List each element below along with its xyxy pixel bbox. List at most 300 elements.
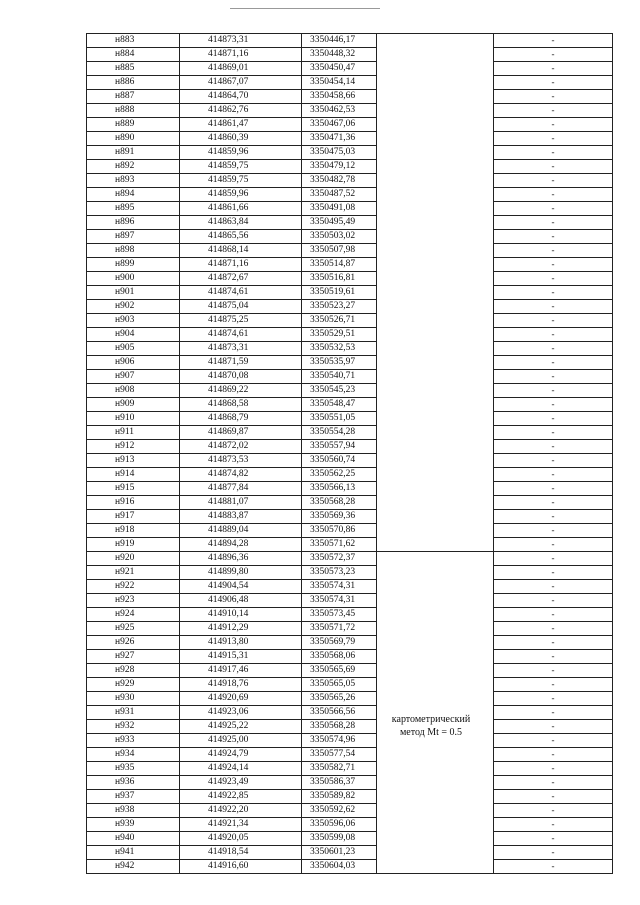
y-coordinate: 3350560,74 — [302, 454, 377, 468]
x-coordinate: 414869,22 — [180, 384, 302, 398]
y-coordinate: 3350495,49 — [302, 216, 377, 230]
table-row — [87, 314, 613, 328]
y-coordinate: 3350467,06 — [302, 118, 377, 132]
method-cell — [377, 860, 494, 874]
accuracy-cell: - — [494, 412, 613, 426]
y-coordinate: 3350574,31 — [302, 580, 377, 594]
method-cell — [377, 118, 494, 132]
method-cell — [377, 62, 494, 76]
y-coordinate: 3350479,12 — [302, 160, 377, 174]
method-cell — [377, 468, 494, 482]
method-cell — [377, 636, 494, 650]
table-row — [87, 692, 613, 706]
y-coordinate: 3350566,13 — [302, 482, 377, 496]
x-coordinate: 414862,76 — [180, 104, 302, 118]
method-cell — [377, 398, 494, 412]
point-id: н914 — [87, 468, 180, 482]
point-id: н937 — [87, 790, 180, 804]
x-coordinate: 414859,96 — [180, 146, 302, 160]
point-id: н915 — [87, 482, 180, 496]
method-cell — [377, 566, 494, 580]
point-id: н912 — [87, 440, 180, 454]
table-row — [87, 720, 613, 734]
point-id: н934 — [87, 748, 180, 762]
point-id: н921 — [87, 566, 180, 580]
table-row — [87, 146, 613, 160]
point-id: н918 — [87, 524, 180, 538]
point-id: н920 — [87, 552, 180, 566]
method-cell — [377, 832, 494, 846]
method-cell — [377, 846, 494, 860]
accuracy-cell: - — [494, 608, 613, 622]
x-coordinate: 414863,84 — [180, 216, 302, 230]
x-coordinate: 414924,14 — [180, 762, 302, 776]
accuracy-cell: - — [494, 398, 613, 412]
x-coordinate: 414859,96 — [180, 188, 302, 202]
table-row — [87, 594, 613, 608]
table-row — [87, 328, 613, 342]
y-coordinate: 3350519,61 — [302, 286, 377, 300]
y-coordinate: 3350568,28 — [302, 496, 377, 510]
table-row — [87, 412, 613, 426]
point-id: н927 — [87, 650, 180, 664]
point-id: н936 — [87, 776, 180, 790]
point-id: н930 — [87, 692, 180, 706]
method-cell — [377, 104, 494, 118]
point-id: н903 — [87, 314, 180, 328]
y-coordinate: 3350565,05 — [302, 678, 377, 692]
y-coordinate: 3350471,36 — [302, 132, 377, 146]
x-coordinate: 414921,34 — [180, 818, 302, 832]
x-coordinate: 414916,60 — [180, 860, 302, 874]
table-row — [87, 356, 613, 370]
method-cell — [377, 650, 494, 664]
point-id: н933 — [87, 734, 180, 748]
table-row — [87, 608, 613, 622]
point-id: н886 — [87, 76, 180, 90]
accuracy-cell: - — [494, 342, 613, 356]
table-row — [87, 286, 613, 300]
table-row — [87, 748, 613, 762]
table-row — [87, 846, 613, 860]
table-row — [87, 216, 613, 230]
x-coordinate: 414860,39 — [180, 132, 302, 146]
accuracy-cell: - — [494, 692, 613, 706]
point-id: н926 — [87, 636, 180, 650]
accuracy-cell: - — [494, 594, 613, 608]
accuracy-cell: - — [494, 580, 613, 594]
coordinates-table-body — [87, 34, 613, 874]
table-row — [87, 860, 613, 874]
y-coordinate: 3350565,69 — [302, 664, 377, 678]
x-coordinate: 414875,04 — [180, 300, 302, 314]
point-id: н891 — [87, 146, 180, 160]
x-coordinate: 414883,87 — [180, 510, 302, 524]
accuracy-cell: - — [494, 272, 613, 286]
x-coordinate: 414923,49 — [180, 776, 302, 790]
accuracy-cell: - — [494, 454, 613, 468]
point-id: н896 — [87, 216, 180, 230]
accuracy-cell: - — [494, 356, 613, 370]
point-id: н905 — [87, 342, 180, 356]
method-cell — [377, 160, 494, 174]
point-id: н899 — [87, 258, 180, 272]
accuracy-cell: - — [494, 300, 613, 314]
point-id: н913 — [87, 454, 180, 468]
point-id: н883 — [87, 34, 180, 48]
accuracy-cell: - — [494, 384, 613, 398]
method-cell — [377, 664, 494, 678]
x-coordinate: 414871,16 — [180, 48, 302, 62]
point-id: н923 — [87, 594, 180, 608]
accuracy-cell: - — [494, 510, 613, 524]
accuracy-cell: - — [494, 314, 613, 328]
method-cell — [377, 818, 494, 832]
y-coordinate: 3350577,54 — [302, 748, 377, 762]
accuracy-cell: - — [494, 720, 613, 734]
accuracy-cell: - — [494, 90, 613, 104]
method-cell — [377, 356, 494, 370]
table-row — [87, 132, 613, 146]
y-coordinate: 3350582,71 — [302, 762, 377, 776]
table-row — [87, 160, 613, 174]
table-row — [87, 230, 613, 244]
x-coordinate: 414864,70 — [180, 90, 302, 104]
method-cell — [377, 594, 494, 608]
accuracy-cell: - — [494, 636, 613, 650]
method-cell — [377, 370, 494, 384]
x-coordinate: 414859,75 — [180, 174, 302, 188]
point-id: н941 — [87, 846, 180, 860]
x-coordinate: 414869,87 — [180, 426, 302, 440]
method-cell — [377, 258, 494, 272]
point-id: н888 — [87, 104, 180, 118]
x-coordinate: 414881,07 — [180, 496, 302, 510]
coordinates-table — [86, 33, 613, 874]
y-coordinate: 3350569,36 — [302, 510, 377, 524]
point-id: н889 — [87, 118, 180, 132]
x-coordinate: 414871,59 — [180, 356, 302, 370]
method-cell — [377, 230, 494, 244]
method-cell — [377, 300, 494, 314]
point-id: н909 — [87, 398, 180, 412]
accuracy-cell: - — [494, 538, 613, 552]
x-coordinate: 414873,31 — [180, 342, 302, 356]
x-coordinate: 414867,07 — [180, 76, 302, 90]
table-row — [87, 622, 613, 636]
method-note — [373, 713, 489, 739]
y-coordinate: 3350448,32 — [302, 48, 377, 62]
method-cell — [377, 174, 494, 188]
table-row — [87, 636, 613, 650]
table-row — [87, 426, 613, 440]
point-id: н919 — [87, 538, 180, 552]
y-coordinate: 3350462,53 — [302, 104, 377, 118]
point-id: н895 — [87, 202, 180, 216]
table-row — [87, 566, 613, 580]
method-line-1: картометрический — [391, 714, 471, 725]
x-coordinate: 414865,56 — [180, 230, 302, 244]
table-row — [87, 34, 613, 48]
y-coordinate: 3350573,23 — [302, 566, 377, 580]
method-cell — [377, 188, 494, 202]
method-cell — [377, 286, 494, 300]
point-id: н885 — [87, 62, 180, 76]
accuracy-cell: - — [494, 776, 613, 790]
table-row — [87, 104, 613, 118]
method-cell — [377, 412, 494, 426]
point-id: н929 — [87, 678, 180, 692]
table-row — [87, 76, 613, 90]
table-row — [87, 202, 613, 216]
table-row — [87, 762, 613, 776]
accuracy-cell: - — [494, 370, 613, 384]
x-coordinate: 414874,82 — [180, 468, 302, 482]
x-coordinate: 414920,05 — [180, 832, 302, 846]
point-id: н893 — [87, 174, 180, 188]
table-row — [87, 776, 613, 790]
accuracy-cell: - — [494, 230, 613, 244]
table-row — [87, 524, 613, 538]
x-coordinate: 414925,00 — [180, 734, 302, 748]
table-row — [87, 90, 613, 104]
accuracy-cell: - — [494, 118, 613, 132]
accuracy-cell: - — [494, 748, 613, 762]
point-id: н925 — [87, 622, 180, 636]
point-id: н908 — [87, 384, 180, 398]
x-coordinate: 414861,47 — [180, 118, 302, 132]
x-coordinate: 414922,85 — [180, 790, 302, 804]
accuracy-cell: - — [494, 622, 613, 636]
x-coordinate: 414917,46 — [180, 664, 302, 678]
y-coordinate: 3350604,03 — [302, 860, 377, 874]
point-id: н892 — [87, 160, 180, 174]
x-coordinate: 414906,48 — [180, 594, 302, 608]
y-coordinate: 3350548,47 — [302, 398, 377, 412]
y-coordinate: 3350482,78 — [302, 174, 377, 188]
accuracy-cell: - — [494, 104, 613, 118]
y-coordinate: 3350571,72 — [302, 622, 377, 636]
y-coordinate: 3350565,26 — [302, 692, 377, 706]
x-coordinate: 414896,36 — [180, 552, 302, 566]
table-row — [87, 398, 613, 412]
point-id: н887 — [87, 90, 180, 104]
y-coordinate: 3350554,28 — [302, 426, 377, 440]
point-id: н890 — [87, 132, 180, 146]
method-cell — [377, 762, 494, 776]
accuracy-cell: - — [494, 860, 613, 874]
table-row — [87, 482, 613, 496]
y-coordinate: 3350592,62 — [302, 804, 377, 818]
y-coordinate: 3350507,98 — [302, 244, 377, 258]
method-cell — [377, 678, 494, 692]
table-row — [87, 62, 613, 76]
x-coordinate: 414873,53 — [180, 454, 302, 468]
method-cell — [377, 538, 494, 552]
method-cell — [377, 48, 494, 62]
accuracy-cell: - — [494, 734, 613, 748]
accuracy-cell: - — [494, 790, 613, 804]
y-coordinate: 3350450,47 — [302, 62, 377, 76]
x-coordinate: 414872,02 — [180, 440, 302, 454]
x-coordinate: 414918,76 — [180, 678, 302, 692]
y-coordinate: 3350596,06 — [302, 818, 377, 832]
table-row — [87, 510, 613, 524]
point-id: н906 — [87, 356, 180, 370]
table-row — [87, 496, 613, 510]
x-coordinate: 414915,31 — [180, 650, 302, 664]
accuracy-cell: - — [494, 496, 613, 510]
x-coordinate: 414923,06 — [180, 706, 302, 720]
y-coordinate: 3350523,27 — [302, 300, 377, 314]
point-id: н928 — [87, 664, 180, 678]
x-coordinate: 414868,14 — [180, 244, 302, 258]
table-row — [87, 454, 613, 468]
point-id: н942 — [87, 860, 180, 874]
table-row — [87, 468, 613, 482]
accuracy-cell: - — [494, 524, 613, 538]
point-id: н902 — [87, 300, 180, 314]
method-cell — [377, 790, 494, 804]
table-row — [87, 832, 613, 846]
y-coordinate: 3350446,17 — [302, 34, 377, 48]
method-cell — [377, 426, 494, 440]
table-row — [87, 174, 613, 188]
method-cell — [377, 804, 494, 818]
point-id: н938 — [87, 804, 180, 818]
x-coordinate: 414924,79 — [180, 748, 302, 762]
x-coordinate: 414873,31 — [180, 34, 302, 48]
point-id: н932 — [87, 720, 180, 734]
table-row — [87, 818, 613, 832]
point-id: н910 — [87, 412, 180, 426]
y-coordinate: 3350571,62 — [302, 538, 377, 552]
table-row — [87, 790, 613, 804]
table-row — [87, 342, 613, 356]
y-coordinate: 3350514,87 — [302, 258, 377, 272]
x-coordinate: 414871,16 — [180, 258, 302, 272]
table-row — [87, 188, 613, 202]
method-cell — [377, 440, 494, 454]
x-coordinate: 414875,25 — [180, 314, 302, 328]
method-cell — [377, 244, 494, 258]
table-row — [87, 734, 613, 748]
x-coordinate: 414868,58 — [180, 398, 302, 412]
method-cell — [377, 510, 494, 524]
method-cell — [377, 314, 494, 328]
x-coordinate: 414925,22 — [180, 720, 302, 734]
table-row — [87, 538, 613, 552]
y-coordinate: 3350589,82 — [302, 790, 377, 804]
x-coordinate: 414910,14 — [180, 608, 302, 622]
accuracy-cell: - — [494, 286, 613, 300]
point-id: н904 — [87, 328, 180, 342]
scan-top-line — [230, 8, 380, 9]
accuracy-cell: - — [494, 34, 613, 48]
x-coordinate: 414859,75 — [180, 160, 302, 174]
accuracy-cell: - — [494, 258, 613, 272]
accuracy-cell: - — [494, 818, 613, 832]
point-id: н922 — [87, 580, 180, 594]
y-coordinate: 3350601,23 — [302, 846, 377, 860]
table-row — [87, 272, 613, 286]
point-id: н931 — [87, 706, 180, 720]
x-coordinate: 414869,01 — [180, 62, 302, 76]
point-id: н924 — [87, 608, 180, 622]
y-coordinate: 3350487,52 — [302, 188, 377, 202]
method-line-2: метод Mt = 0.5 — [399, 727, 463, 738]
accuracy-cell: - — [494, 426, 613, 440]
x-coordinate: 414889,04 — [180, 524, 302, 538]
accuracy-cell: - — [494, 244, 613, 258]
y-coordinate: 3350535,97 — [302, 356, 377, 370]
point-id: н917 — [87, 510, 180, 524]
y-coordinate: 3350569,79 — [302, 636, 377, 650]
y-coordinate: 3350570,86 — [302, 524, 377, 538]
x-coordinate: 414870,08 — [180, 370, 302, 384]
point-id: н898 — [87, 244, 180, 258]
table-row — [87, 370, 613, 384]
accuracy-cell: - — [494, 706, 613, 720]
table-row — [87, 552, 613, 566]
y-coordinate: 3350572,37 — [302, 552, 377, 566]
x-coordinate: 414861,66 — [180, 202, 302, 216]
method-cell — [377, 342, 494, 356]
table-row — [87, 804, 613, 818]
y-coordinate: 3350599,08 — [302, 832, 377, 846]
point-id: н916 — [87, 496, 180, 510]
accuracy-cell: - — [494, 62, 613, 76]
y-coordinate: 3350526,71 — [302, 314, 377, 328]
y-coordinate: 3350574,31 — [302, 594, 377, 608]
point-id: н884 — [87, 48, 180, 62]
table-row — [87, 650, 613, 664]
method-cell — [377, 608, 494, 622]
table-row — [87, 440, 613, 454]
accuracy-cell: - — [494, 216, 613, 230]
accuracy-cell: - — [494, 566, 613, 580]
method-cell — [377, 622, 494, 636]
method-cell — [377, 216, 494, 230]
accuracy-cell: - — [494, 468, 613, 482]
y-coordinate: 3350562,25 — [302, 468, 377, 482]
table-row — [87, 580, 613, 594]
x-coordinate: 414868,79 — [180, 412, 302, 426]
accuracy-cell: - — [494, 146, 613, 160]
y-coordinate: 3350574,96 — [302, 734, 377, 748]
y-coordinate: 3350545,23 — [302, 384, 377, 398]
x-coordinate: 414894,28 — [180, 538, 302, 552]
accuracy-cell: - — [494, 328, 613, 342]
y-coordinate: 3350540,71 — [302, 370, 377, 384]
y-coordinate: 3350568,06 — [302, 650, 377, 664]
y-coordinate: 3350491,08 — [302, 202, 377, 216]
table-row — [87, 678, 613, 692]
x-coordinate: 414913,80 — [180, 636, 302, 650]
method-cell — [377, 748, 494, 762]
point-id: н900 — [87, 272, 180, 286]
table-row — [87, 118, 613, 132]
point-id: н907 — [87, 370, 180, 384]
method-cell — [377, 384, 494, 398]
y-coordinate: 3350454,14 — [302, 76, 377, 90]
method-cell — [377, 482, 494, 496]
x-coordinate: 414918,54 — [180, 846, 302, 860]
accuracy-cell: - — [494, 160, 613, 174]
accuracy-cell: - — [494, 76, 613, 90]
method-cell — [377, 34, 494, 48]
method-cell — [377, 454, 494, 468]
